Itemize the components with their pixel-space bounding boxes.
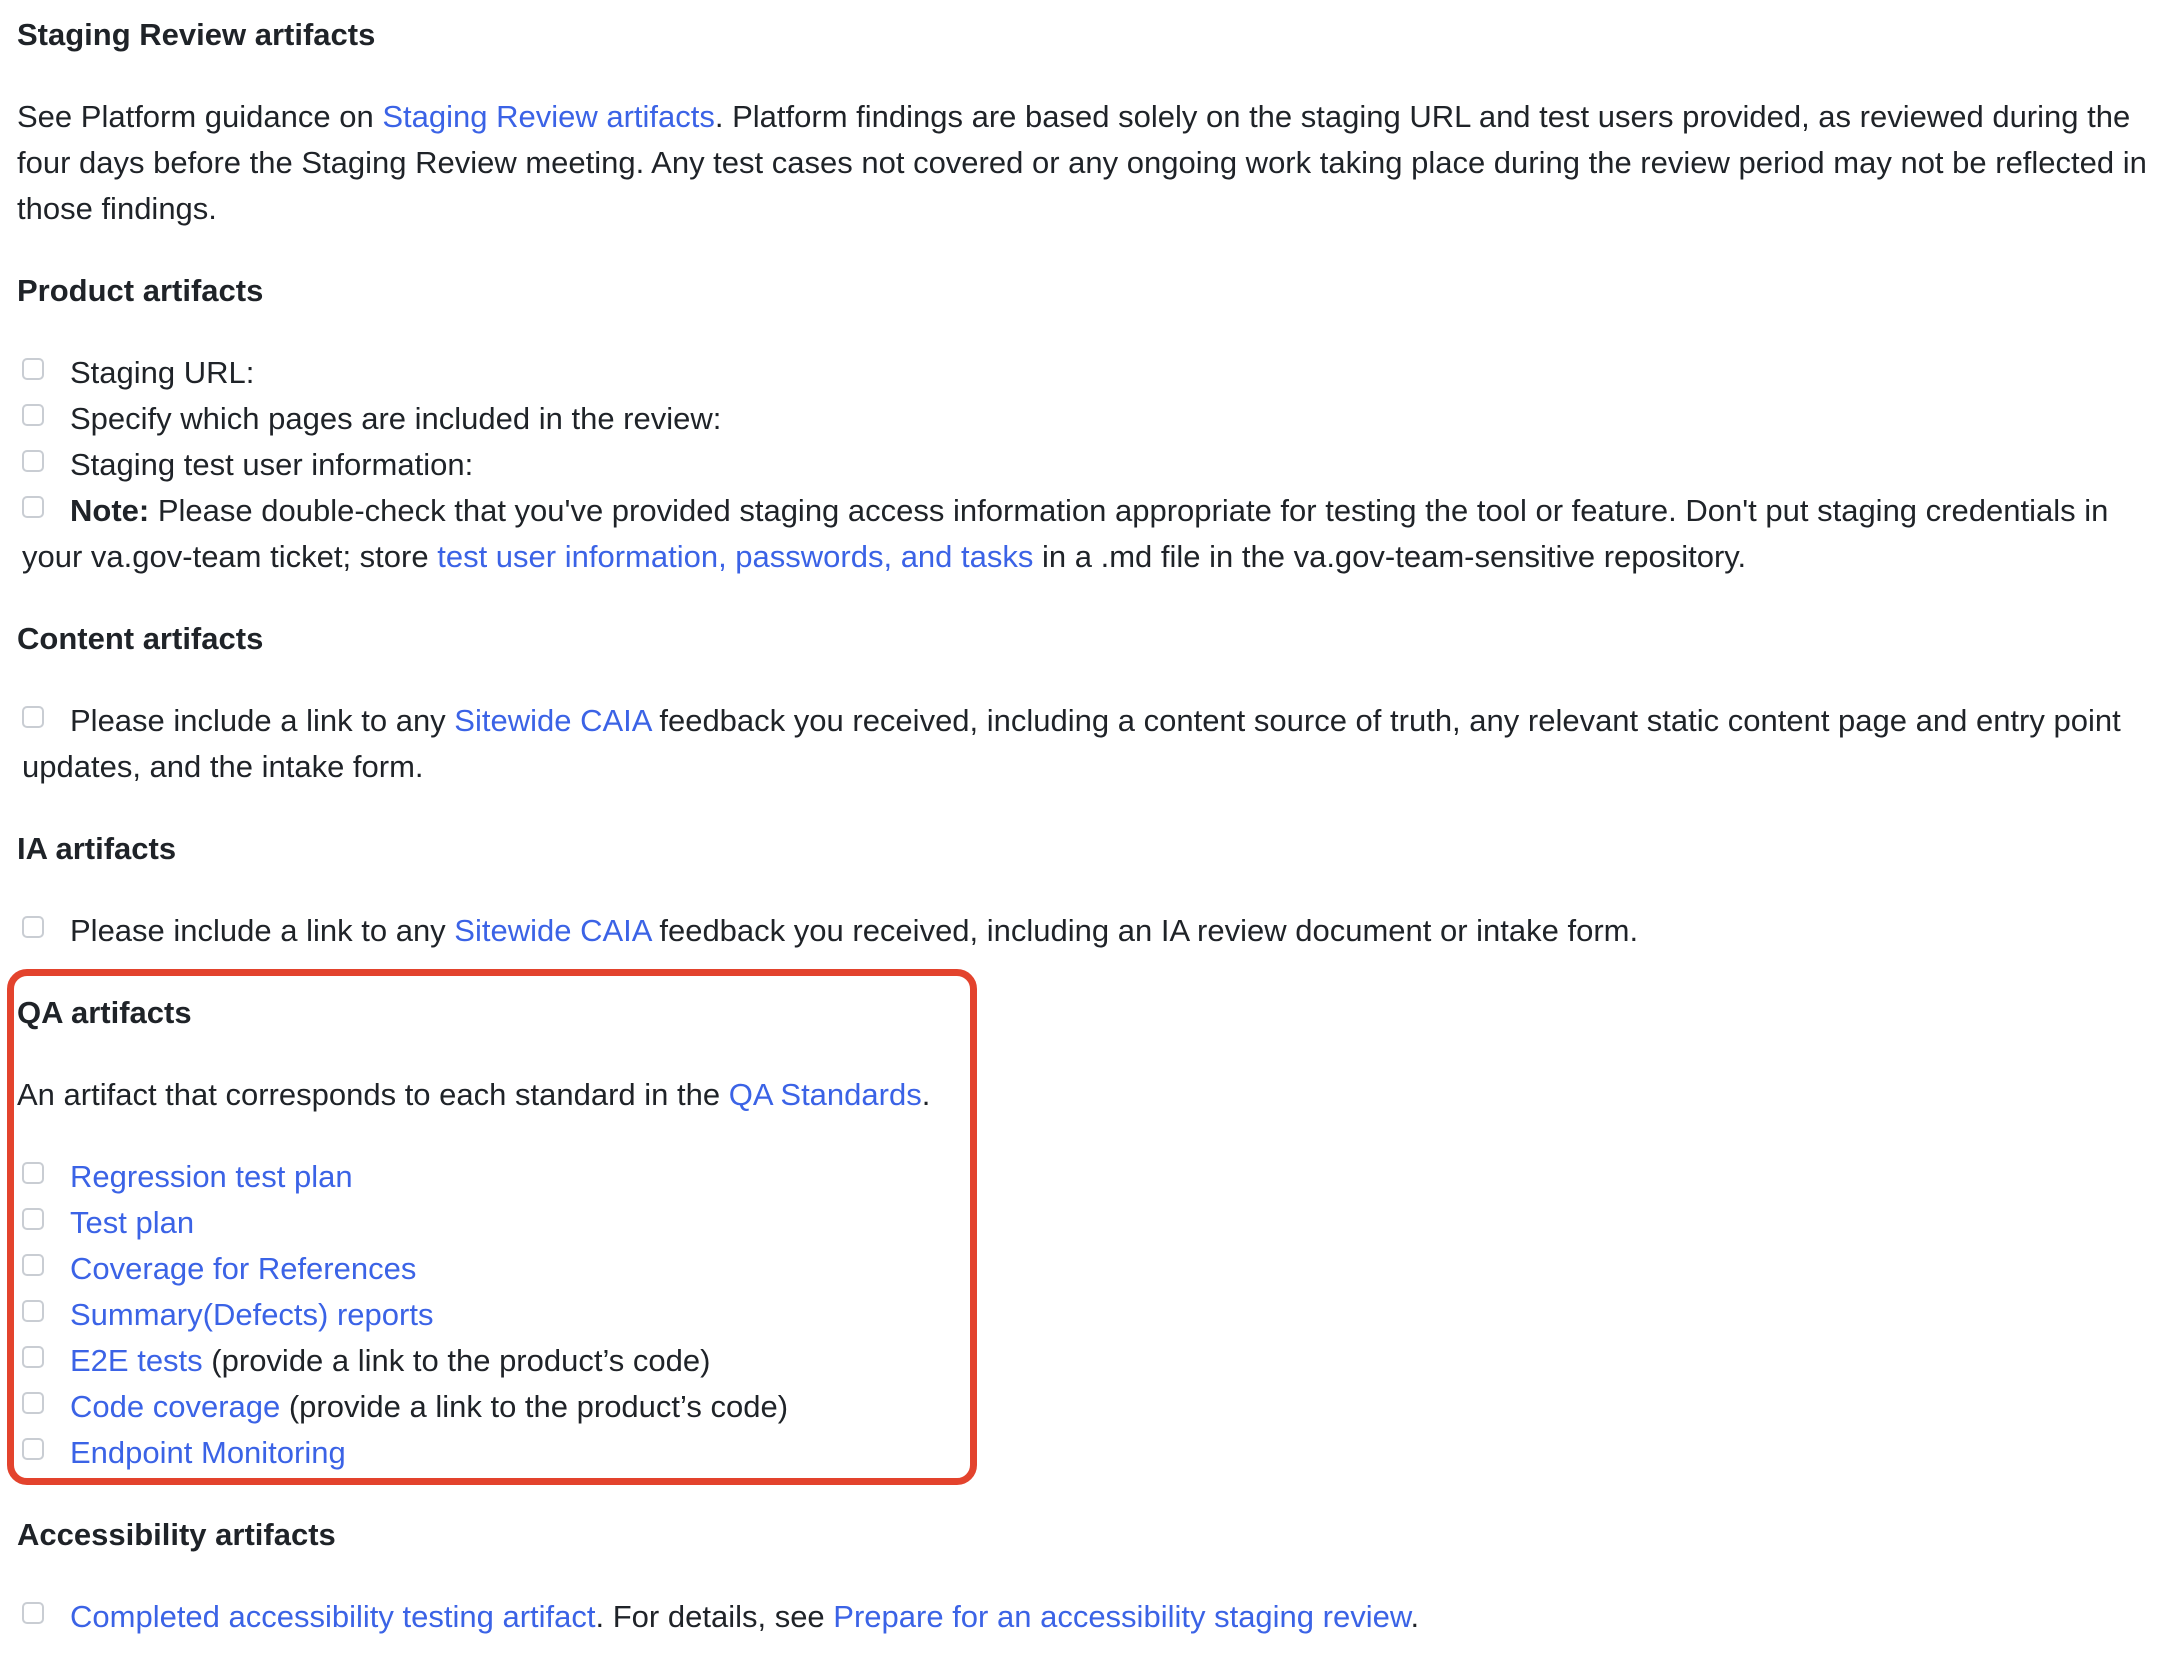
checklist-item — [22, 442, 2167, 488]
intro-text: . — [921, 1077, 931, 1112]
accessibility-checklist — [17, 1594, 2167, 1640]
checklist-label: (provide a link to the product’s code) — [280, 1389, 789, 1424]
checklist-label: Please include a link to any — [70, 703, 455, 738]
checkbox[interactable] — [22, 706, 44, 728]
qa-intro — [17, 1072, 2167, 1118]
checkbox[interactable] — [22, 1162, 44, 1184]
checklist-item — [22, 396, 2167, 442]
checklist-item — [22, 1292, 2167, 1338]
test-user-information-link[interactable]: test user information, passwords, and tasks — [437, 539, 1034, 574]
sitewide-caia-link[interactable]: Sitewide CAIA — [454, 703, 651, 738]
e2e-tests-link[interactable]: E2E tests — [70, 1343, 203, 1378]
checklist-item — [22, 1384, 2167, 1430]
note-label: Note: — [70, 493, 150, 528]
checkbox[interactable] — [22, 358, 44, 380]
summary-defects-reports-link[interactable]: Summary(Defects) reports — [70, 1297, 434, 1332]
checklist-label: feedback you received, including a content source of truth, any relevant static content page and entry point updates, and the intake form. — [22, 703, 2121, 784]
regression-test-plan-link[interactable]: Regression test plan — [70, 1159, 353, 1194]
note-text: Please double-check that you've provided staging access information appropriate for testing the tool or feature. Don't put staging credentials in your va.gov-team ticket; store — [22, 493, 2109, 574]
qa-artifacts-heading: QA artifacts — [17, 995, 192, 1030]
prepare-accessibility-staging-review-link[interactable]: Prepare for an accessibility staging review — [833, 1599, 1411, 1634]
checklist-label: . — [1410, 1599, 1420, 1634]
checklist-item — [22, 698, 2167, 790]
checklist-item — [22, 1200, 2167, 1246]
checkbox[interactable] — [22, 404, 44, 426]
checkbox[interactable] — [22, 1346, 44, 1368]
intro-text: . Platform findings are based solely on the staging URL and test users provided, as reviewed during the four days before the Staging Review meeting. Any test cases not covered or any ongoing work taking place during the review period may not be reflected in those findings. — [17, 99, 2147, 226]
checklist-label: (provide a link to the product’s code) — [202, 1343, 711, 1378]
completed-accessibility-testing-artifact-link[interactable]: Completed accessibility testing artifact — [70, 1599, 596, 1634]
checkbox[interactable] — [22, 1254, 44, 1276]
intro-text: See Platform guidance on — [17, 99, 383, 134]
accessibility-artifacts-heading: Accessibility artifacts — [17, 1517, 336, 1552]
checklist-label: Staging test user information: — [70, 447, 474, 482]
intro-text: An artifact that corresponds to each standard in the — [17, 1077, 729, 1112]
checklist-label: . For details, see — [595, 1599, 834, 1634]
checklist-item — [22, 1246, 2167, 1292]
checklist-label: feedback you received, including an IA review document or intake form. — [650, 913, 1639, 948]
content-artifacts-heading: Content artifacts — [17, 621, 264, 656]
staging-review-intro — [17, 94, 2167, 232]
checklist-item — [22, 908, 2167, 954]
checklist-item-note — [22, 488, 2167, 580]
staging-review-heading: Staging Review artifacts — [17, 17, 376, 52]
checkbox[interactable] — [22, 496, 44, 518]
qa-standards-link[interactable]: QA Standards — [728, 1077, 922, 1112]
checkbox[interactable] — [22, 1208, 44, 1230]
content-checklist — [17, 698, 2167, 790]
checklist-item — [22, 1430, 2167, 1476]
staging-review-artifacts-link[interactable]: Staging Review artifacts — [382, 99, 715, 134]
document-body — [17, 0, 2167, 1676]
product-checklist — [17, 350, 2167, 580]
checkbox[interactable] — [22, 1438, 44, 1460]
checklist-label: Please include a link to any — [70, 913, 455, 948]
coverage-for-references-link[interactable]: Coverage for References — [70, 1251, 417, 1286]
checklist-item — [22, 350, 2167, 396]
checkbox[interactable] — [22, 1300, 44, 1322]
ia-checklist — [17, 908, 2167, 954]
qa-checklist — [17, 1154, 2167, 1476]
checkbox[interactable] — [22, 1392, 44, 1414]
test-plan-link[interactable]: Test plan — [70, 1205, 195, 1240]
checklist-label: Specify which pages are included in the review: — [70, 401, 722, 436]
sitewide-caia-link[interactable]: Sitewide CAIA — [454, 913, 651, 948]
checklist-label: Staging URL: — [70, 355, 255, 390]
product-artifacts-heading: Product artifacts — [17, 273, 264, 308]
checklist-item — [22, 1154, 2167, 1200]
checkbox[interactable] — [22, 916, 44, 938]
checkbox[interactable] — [22, 1602, 44, 1624]
checklist-item — [22, 1338, 2167, 1384]
endpoint-monitoring-link[interactable]: Endpoint Monitoring — [70, 1435, 346, 1470]
checkbox[interactable] — [22, 450, 44, 472]
code-coverage-link[interactable]: Code coverage — [70, 1389, 281, 1424]
note-text: in a .md file in the va.gov-team-sensitive repository. — [1033, 539, 1747, 574]
ia-artifacts-heading: IA artifacts — [17, 831, 177, 866]
checklist-item — [22, 1594, 2167, 1640]
